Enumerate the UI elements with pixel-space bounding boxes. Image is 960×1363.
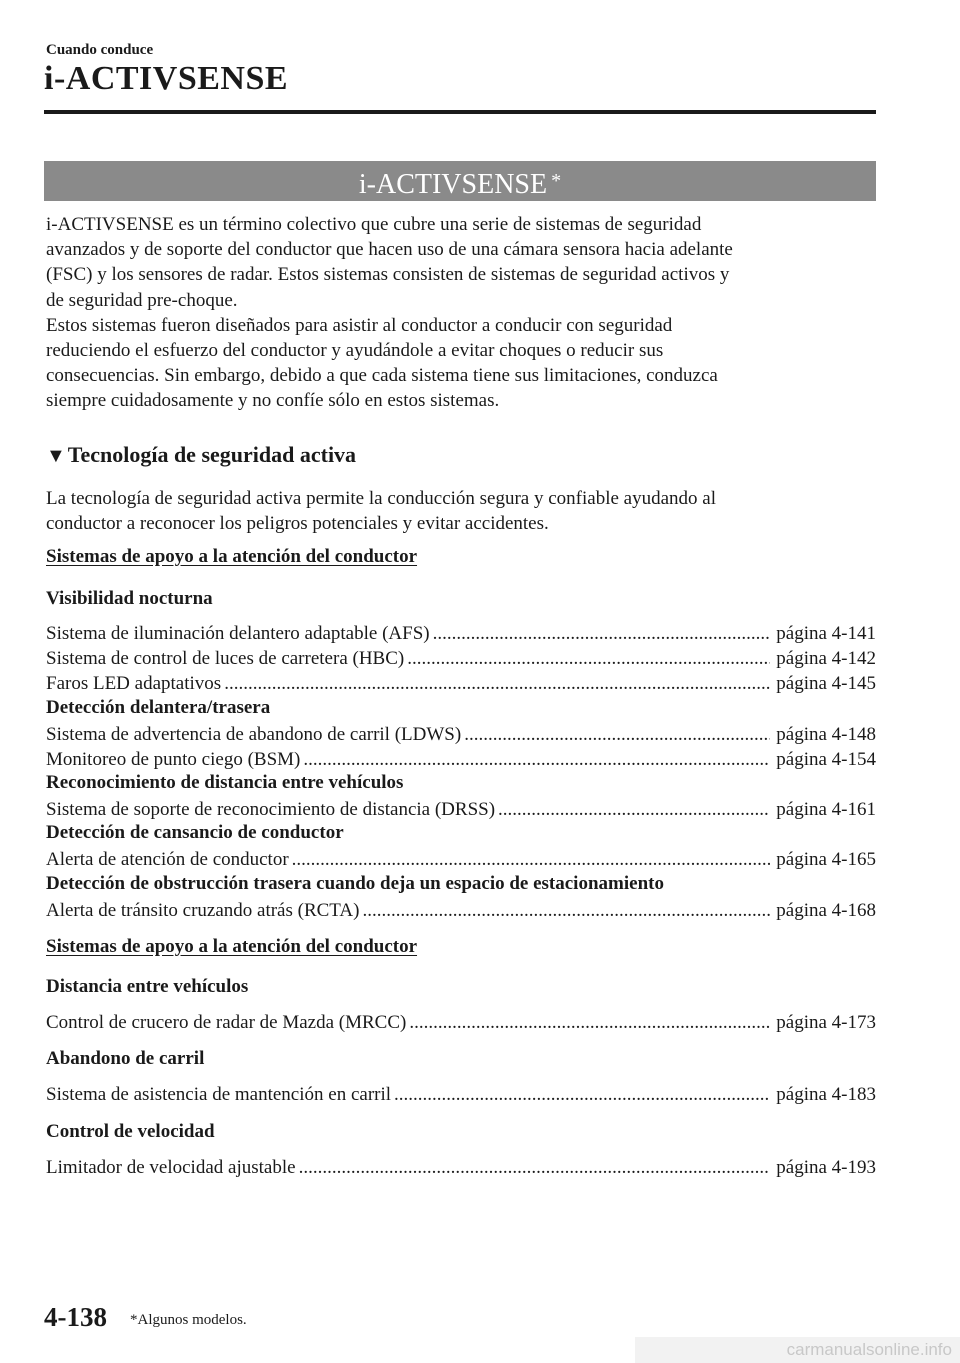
section-heading-1: Sistemas de apoyo a la atención del conductor xyxy=(46,546,418,567)
group-title: Control de velocidad xyxy=(46,1121,215,1142)
subsection-lead: La tecnología de seguridad activa permite la conducción segura y confiable ayudando al conductor a reconocer los peligros potenciales y evitar accidentes. xyxy=(46,488,717,535)
asterisk-icon: * xyxy=(551,170,562,192)
group-title: Visibilidad nocturna xyxy=(46,588,213,609)
toc-entry: Sistema de soporte de reconocimiento de distancia (DRSS) ..... página 4-161 xyxy=(46,797,876,822)
toc-entry: Monitoreo de punto ciego (BSM) ..... página 4-154 xyxy=(46,747,876,772)
toc-entry: Limitador de velocidad ajustable ..... página 4-193 xyxy=(46,1155,876,1180)
section-header: i-ACTIVSENSE xyxy=(44,60,289,97)
banner-title: i-ACTIVSENSE xyxy=(358,169,548,200)
toc-entry: Sistema de asistencia de mantención en carril ..... página 4-183 xyxy=(46,1082,876,1107)
page-number: 4-138 xyxy=(44,1302,107,1332)
toc-entry: Faros LED adaptativos ..... página 4-145 xyxy=(46,671,876,696)
intro-paragraph-2: Estos sistemas fueron diseñados para asistir al conductor a conducir con seguridad reduciendo el esfuerzo del conductor y ayudándole a evitar choques o reducir sus consecuencias. Sin embargo, debido a que cada sistema tiene sus limitaciones, conduzca siempre cuidadosamente y no confíe sólo en estos sistemas. xyxy=(46,314,718,412)
asterisk-icon: * xyxy=(130,1312,138,1328)
toc-entry: Control de crucero de radar de Mazda (MRCC) ..... página 4-173 xyxy=(46,1010,876,1035)
intro-text xyxy=(46,212,876,414)
group-title: Reconocimiento de distancia entre vehículos xyxy=(46,772,404,793)
group-title: Detección de cansancio de conductor xyxy=(46,822,344,843)
subsection-heading: ▼Tecnología de seguridad activa xyxy=(46,442,357,467)
triangle-down-icon: ▼ xyxy=(46,445,66,467)
watermark: carmanualsonline.info xyxy=(635,1337,960,1363)
toc-entry: Alerta de tránsito cruzando atrás (RCTA) ..... página 4-168 xyxy=(46,898,876,923)
intro-paragraph-1: i-ACTIVSENSE es un término colectivo que cubre una serie de sistemas de seguridad avanzados y de soporte del conductor que hacen uso de una cámara sensora hacia adelante (FSC) y los sensores de radar. Estos sistemas consisten de sistemas de seguridad activos y de seguridad pre-choque. xyxy=(46,214,733,311)
toc-entry: Sistema de control de luces de carretera (HBC) ..... página 4-142 xyxy=(46,646,876,671)
group-title: Detección delantera/trasera xyxy=(46,697,271,718)
chapter-label: Cuando conduce xyxy=(46,42,154,58)
group-title: Detección de obstrucción trasera cuando deja un espacio de estacionamiento xyxy=(46,873,664,894)
toc-entry: Sistema de advertencia de abandono de carril (LDWS) ..... página 4-148 xyxy=(46,722,876,747)
section-heading-2: Sistemas de apoyo a la atención del conductor xyxy=(46,936,418,957)
toc-entry: Sistema de iluminación delantero adaptable (AFS) ..... página 4-141 xyxy=(46,621,876,646)
toc-entry: Alerta de atención de conductor ..... página 4-165 xyxy=(46,847,876,872)
group-title: Abandono de carril xyxy=(46,1048,205,1069)
footnote: *Algunos modelos. xyxy=(130,1312,247,1328)
group-title: Distancia entre vehículos xyxy=(46,976,249,997)
title-banner xyxy=(44,161,876,201)
header-divider xyxy=(44,110,876,114)
